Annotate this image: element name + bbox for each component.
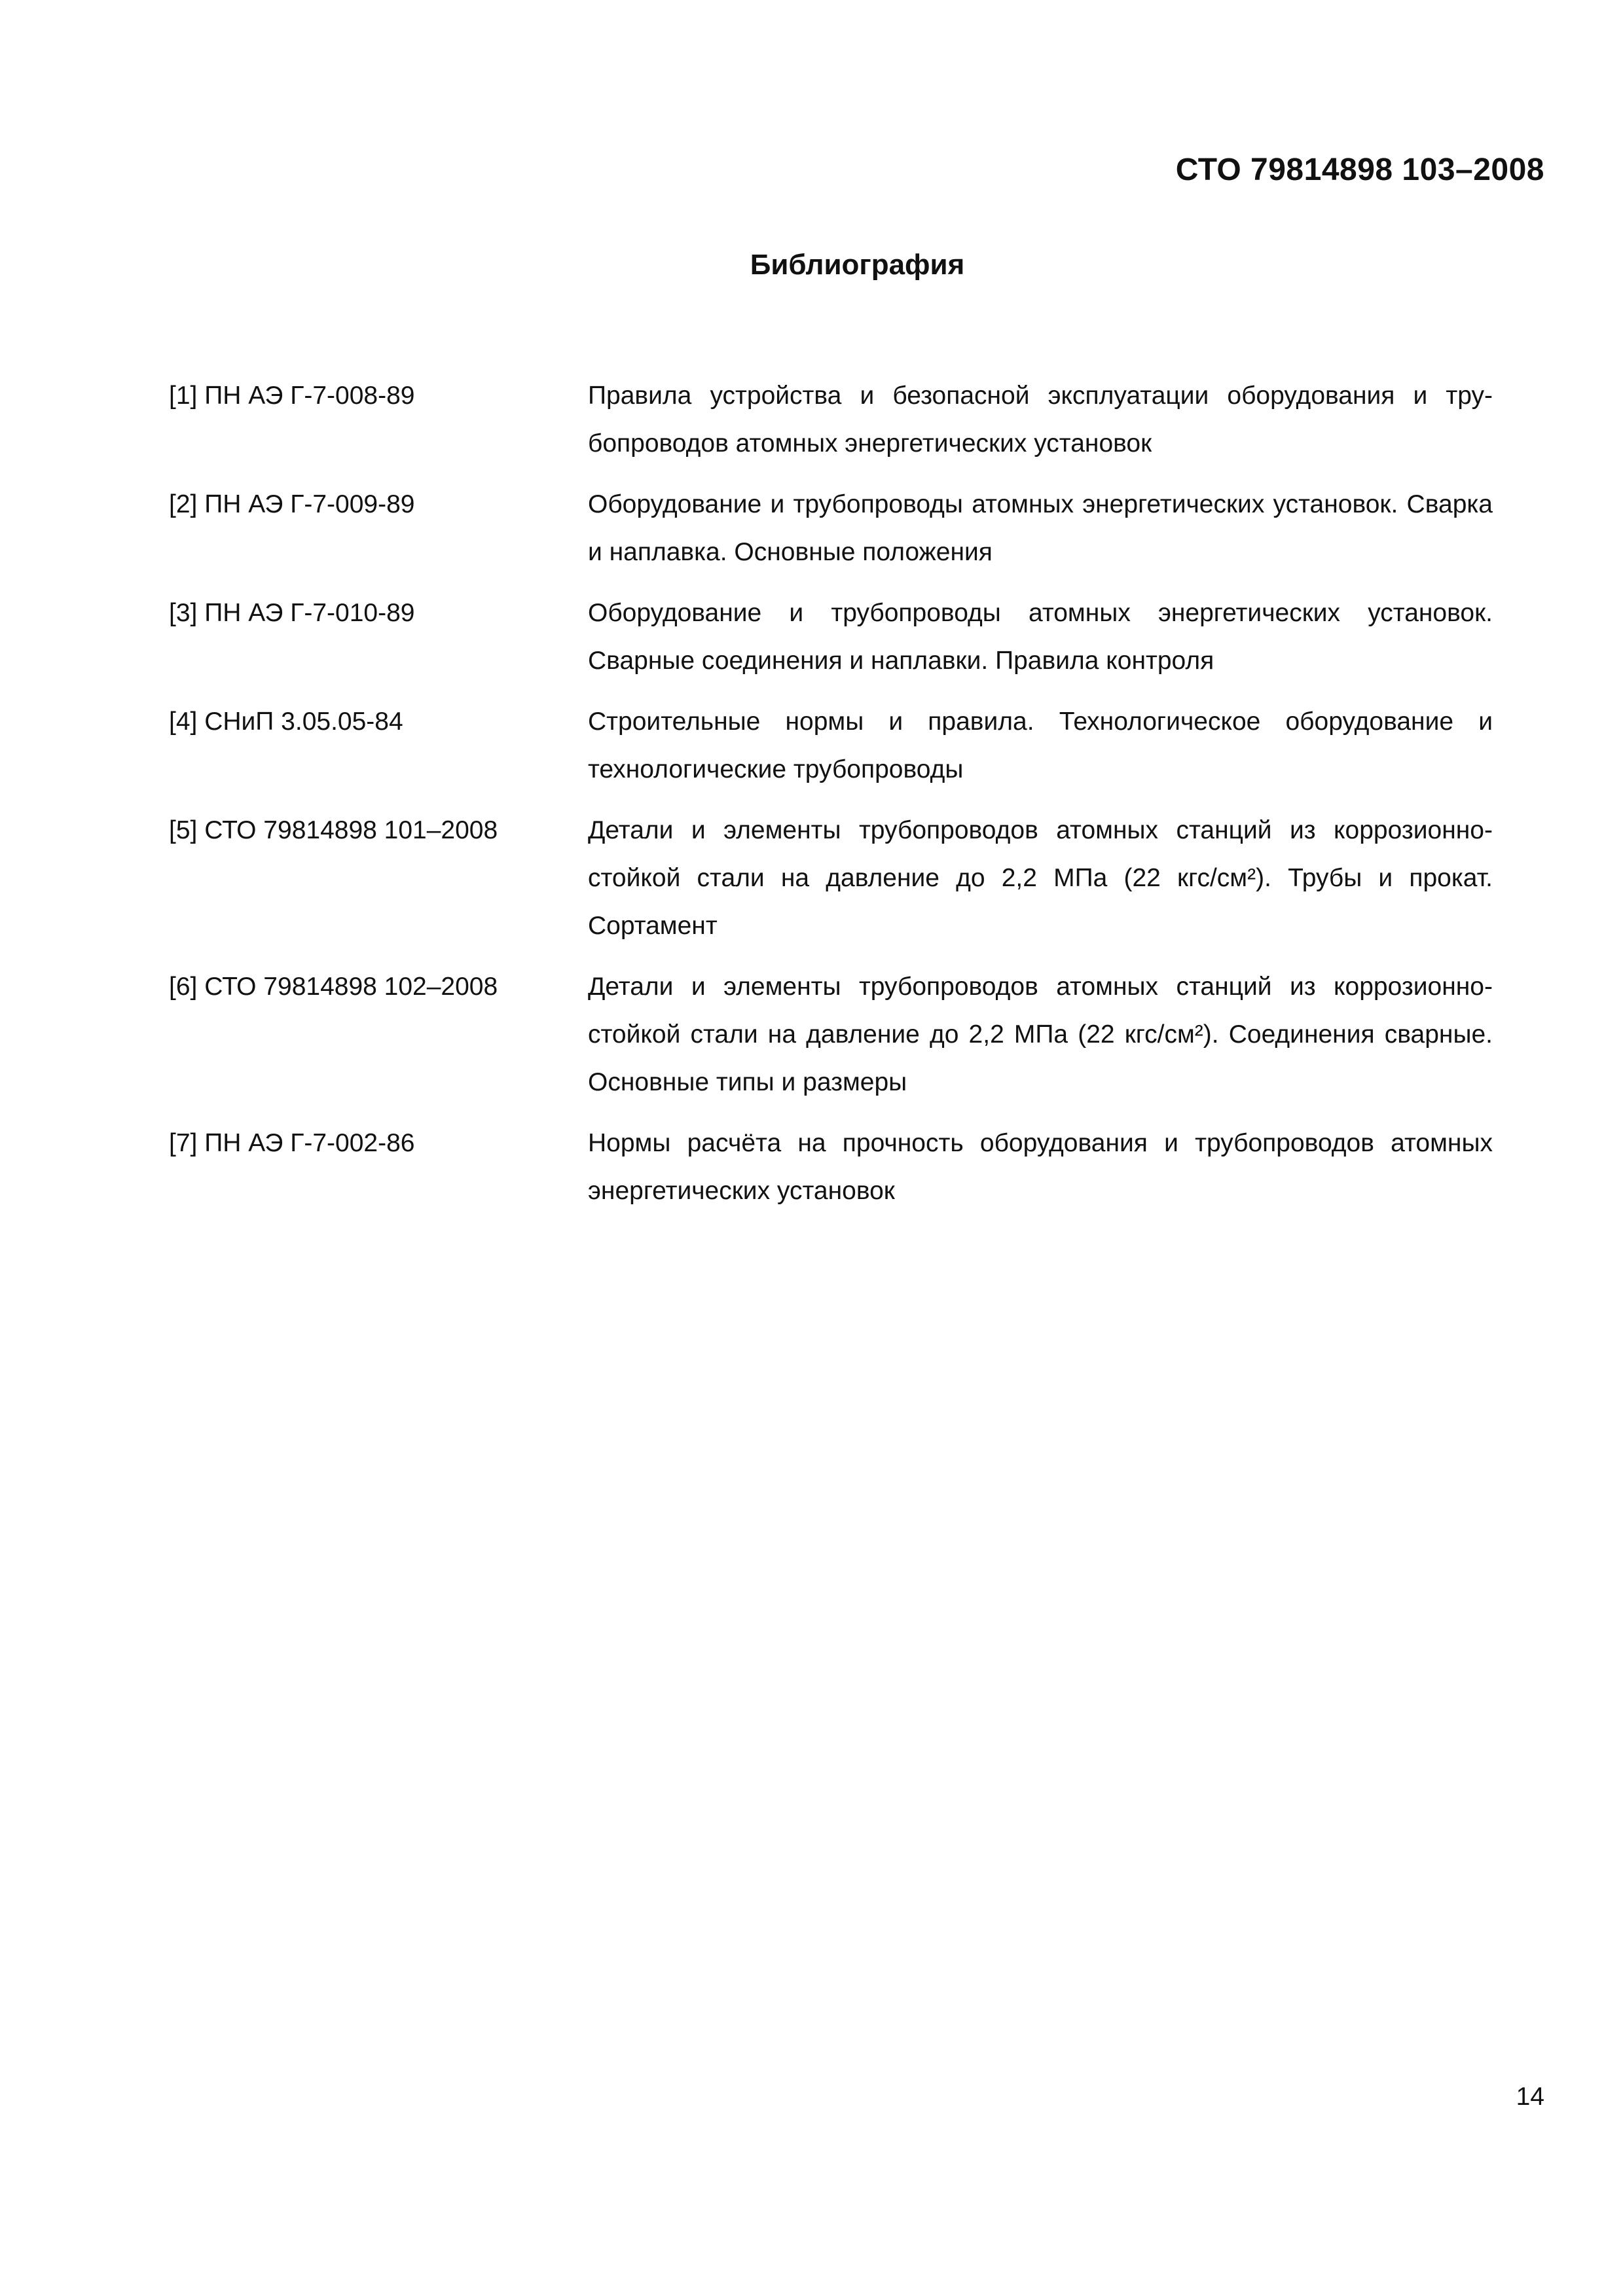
bibliography-entry	[169, 480, 1493, 576]
bibliography-entry	[169, 963, 1493, 1106]
bibliography-entry	[169, 372, 1493, 467]
entry-reference: [3] ПН АЭ Г-7-010-89	[169, 599, 415, 627]
document-code: СТО 79814898 103–2008	[1175, 152, 1544, 187]
entry-reference: [7] ПН АЭ Г-7-002-86	[169, 1129, 415, 1157]
entry-reference: [4] СНиП 3.05.05-84	[169, 708, 403, 736]
entry-title: Оборудование и трубопроводы атомных энергетических установок. Сварка и наплавка. Основные положения	[588, 490, 1493, 566]
entry-title: Детали и элементы трубопроводов атомных станций из коррозионностойкой стали на давление до 2,2 МПа (22 кгс/см²). Трубы и прокат. Сортамент	[588, 816, 1493, 940]
entry-reference: [2] ПН АЭ Г-7-009-89	[169, 490, 415, 518]
bibliography-entry	[169, 1119, 1493, 1215]
bibliography-title: Библиография	[750, 249, 965, 281]
entry-title: Нормы расчёта на прочность оборудования и трубопроводов атомных энергетических установок	[588, 1129, 1493, 1205]
bibliography-entry	[169, 589, 1493, 685]
entry-reference: [5] СТО 79814898 101–2008	[169, 816, 498, 844]
entry-reference: [1] ПН АЭ Г-7-008-89	[169, 382, 415, 410]
entry-title: Строительные нормы и правила. Технологическое оборудование и технологические трубопроводы	[588, 708, 1493, 783]
entry-title: Правила устройства и безопасной эксплуатации оборудования и трубопроводов атомных энергетических установок	[588, 382, 1493, 457]
bibliography-list	[169, 372, 1493, 1228]
bibliography-entry	[169, 698, 1493, 793]
entry-reference: [6] СТО 79814898 102–2008	[169, 973, 498, 1001]
entry-title: Оборудование и трубопроводы атомных энергетических установок. Сварные соединения и наплавки. Правила контроля	[588, 599, 1493, 675]
bibliography-entry	[169, 806, 1493, 950]
entry-title: Детали и элементы трубопроводов атомных станций из коррозионностойкой стали на давление до 2,2 МПа (22 кгс/см²). Соединения сварные. Основные типы и размеры	[588, 973, 1493, 1096]
page-number: 14	[1516, 2083, 1544, 2111]
